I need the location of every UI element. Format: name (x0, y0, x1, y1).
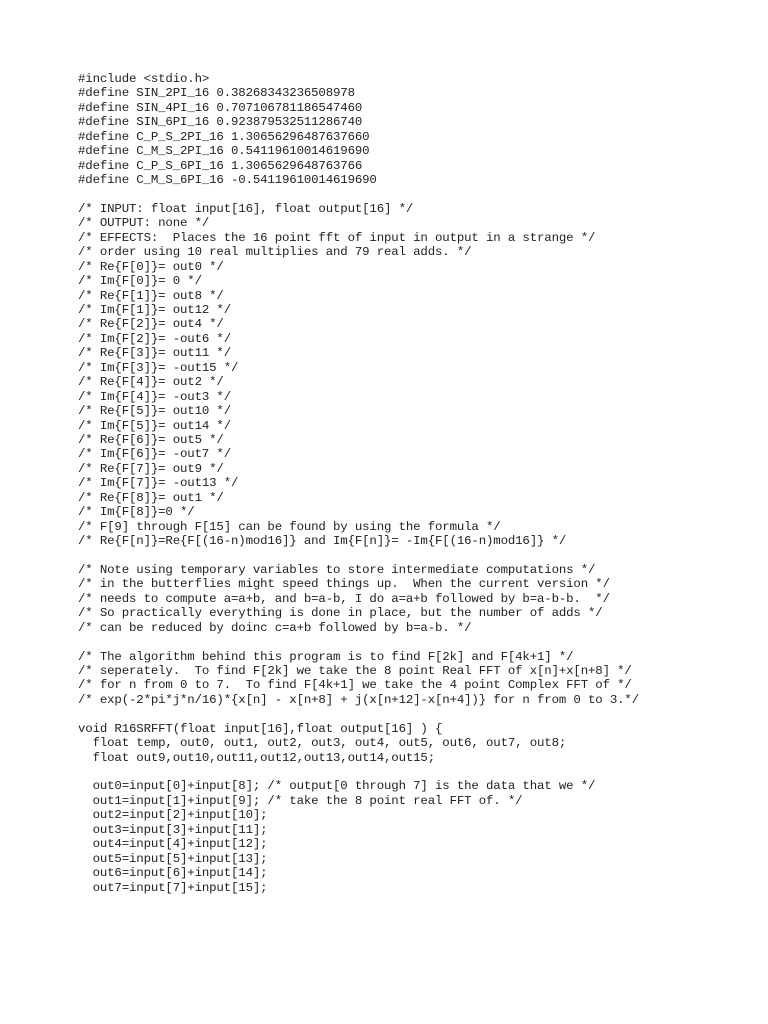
comment-line: /* Re{F[0]}= out0 */ (78, 259, 224, 274)
comment-line: /* for n from 0 to 7. To find F[4k+1] we take the 4 point Complex FFT of */ (78, 678, 632, 693)
blank-line (78, 707, 758, 721)
comment-line: /* Im{F[7]}= -out13 */ (78, 476, 239, 491)
comment-line: /* The algorithm behind this program is to find F[2k] and F[4k+1] */ (78, 649, 574, 664)
code-listing (78, 72, 758, 895)
define-line: #define C_M_S_2PI_16 0.54119610014619690 (78, 144, 370, 159)
comment-line: /* can be reduced by doinc c=a+b followed by b=a-b. */ (78, 620, 472, 635)
statement-line: out2=input[2]+input[10]; (78, 808, 268, 823)
comment-line: /* Re{F[7]}= out9 */ (78, 461, 224, 476)
comment-line: /* Im{F[2]}= -out6 */ (78, 331, 231, 346)
comment-line: /* Note using temporary variables to store intermediate computations */ (78, 562, 596, 577)
comment-line: /* Re{F[8]}= out1 */ (78, 490, 224, 505)
comment-line: /* Re{F[4]}= out2 */ (78, 375, 224, 390)
declaration-line: float out9,out10,out11,out12,out13,out14,out15; (78, 750, 435, 765)
statement-line: out7=input[7]+input[15]; (78, 880, 268, 895)
define-line: #define SIN_4PI_16 0.707106781186547460 (78, 100, 363, 115)
comment-line: /* Im{F[0]}= 0 */ (78, 274, 202, 289)
comment-line: /* Im{F[5]}= out14 */ (78, 418, 231, 433)
comment-line: /* needs to compute a=a+b, and b=a-b, I do a=a+b followed by b=a-b-b. */ (78, 591, 610, 606)
blank-line (78, 548, 758, 562)
comment-line: /* exp(-2*pi*j*n/16)*{x[n] - x[n+8] + j(x[n+12]-x[n+4])} for n from 0 to 3.*/ (78, 692, 639, 707)
comment-line: /* seperately. To find F[2k] we take the 8 point Real FFT of x[n]+x[n+8] */ (78, 663, 632, 678)
comment-line: /* in the butterflies might speed things up. When the current version */ (78, 577, 610, 592)
define-line: #define C_M_S_6PI_16 -0.54119610014619690 (78, 173, 377, 188)
statement-line: out0=input[0]+input[8]; /* output[0 through 7] is the data that we */ (78, 779, 596, 794)
define-line: #define SIN_6PI_16 0.923879532511286740 (78, 115, 363, 130)
comment-line: /* EFFECTS: Places the 16 point fft of input in output in a strange */ (78, 230, 596, 245)
define-line: #define C_P_S_6PI_16 1.3065629648763766 (78, 158, 363, 173)
blank-line (78, 188, 758, 202)
statement-line: out3=input[3]+input[11]; (78, 822, 268, 837)
comment-line: /* OUTPUT: none */ (78, 216, 210, 231)
blank-line (78, 765, 758, 779)
comment-line: /* Im{F[4]}= -out3 */ (78, 389, 231, 404)
blank-line (78, 635, 758, 649)
comment-line: /* Im{F[1]}= out12 */ (78, 303, 231, 317)
statement-line: out1=input[1]+input[9]; /* take the 8 point real FFT of. */ (78, 793, 523, 808)
statement-line: out5=input[5]+input[13]; (78, 851, 268, 866)
declaration-line: float temp, out0, out1, out2, out3, out4, out5, out6, out7, out8; (78, 736, 567, 751)
comment-line: /* Re{F[2]}= out4 */ (78, 317, 224, 332)
statement-line: out4=input[4]+input[12]; (78, 837, 268, 852)
comment-line: /* Im{F[8]}=0 */ (78, 505, 195, 520)
comment-line: /* Re{F[n]}=Re{F[(16-n)mod16]} and Im{F[n]}= -Im{F[(16-n)mod16]} */ (78, 534, 567, 548)
define-line: #define SIN_2PI_16 0.38268343236508978 (78, 86, 355, 101)
function-signature-line: void R16SRFFT(float input[16],float output[16] ) { (78, 721, 443, 736)
statement-line: out6=input[6]+input[14]; (78, 866, 268, 881)
define-line: #define C_P_S_2PI_16 1.30656296487637660 (78, 129, 370, 144)
comment-line: /* Re{F[5]}= out10 */ (78, 404, 231, 419)
include-line: #include <stdio.h> (78, 72, 210, 86)
comment-line: /* Im{F[3]}= -out15 */ (78, 360, 239, 375)
comment-line: /* F[9] through F[15] can be found by using the formula */ (78, 519, 501, 534)
comment-line: /* Re{F[6]}= out5 */ (78, 432, 224, 447)
comment-line: /* So practically everything is done in place, but the number of adds */ (78, 606, 603, 621)
comment-line: /* Re{F[1]}= out8 */ (78, 288, 224, 303)
comment-line: /* Im{F[6]}= -out7 */ (78, 447, 231, 462)
comment-line: /* order using 10 real multiplies and 79 real adds. */ (78, 245, 472, 260)
comment-line: /* INPUT: float input[16], float output[16] */ (78, 201, 414, 216)
comment-line: /* Re{F[3]}= out11 */ (78, 346, 231, 361)
